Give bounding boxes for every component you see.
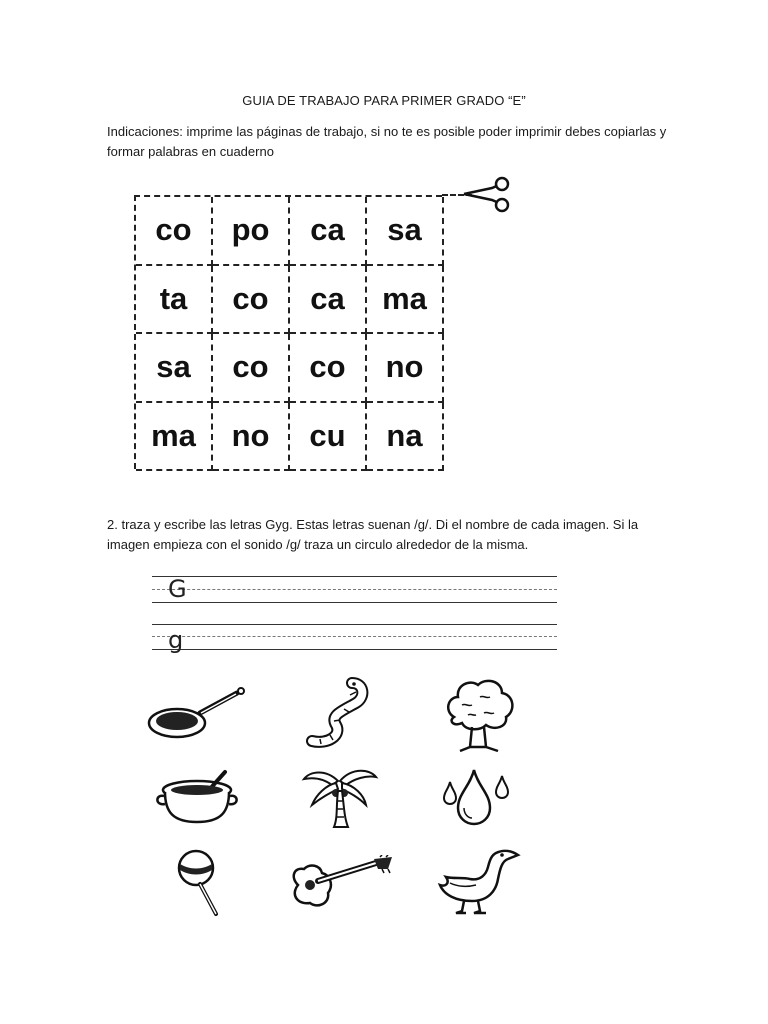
syllable-cell: sa: [136, 334, 213, 403]
syllable-cell: po: [213, 197, 290, 266]
goose-icon: [436, 845, 521, 917]
tracing-letter-lowercase: g: [168, 626, 184, 654]
frying-pan-icon: [145, 683, 250, 743]
guitar-icon: [288, 855, 396, 910]
syllable-cell: co: [136, 197, 213, 266]
syllable-cell: no: [213, 403, 290, 472]
scissors-icon: [462, 176, 512, 216]
syllable-cell: co: [213, 334, 290, 403]
syllable-cell: ta: [136, 266, 213, 335]
syllable-cell: na: [367, 403, 444, 472]
exercise-2-text: 2. traza y escribe las letras Gyg. Estas letras suenan /g/. Di el nombre de cada imagen. Si la imagen empieza con el sonido /g/ traza un circulo alrededor de la misma.: [107, 517, 639, 552]
syllable-cell: sa: [367, 197, 444, 266]
pot-icon: [155, 768, 240, 826]
tracing-line-uppercase: [152, 574, 557, 604]
page-title: GUIA DE TRABAJO PARA PRIMER GRADO “E”: [242, 93, 526, 108]
syllable-cell: co: [290, 334, 367, 403]
syllable-cell: ma: [136, 403, 213, 472]
worm-icon: [300, 675, 375, 753]
syllable-cell: ma: [367, 266, 444, 335]
tracing-line-lowercase: [152, 622, 557, 652]
tracing-letter-uppercase: G: [168, 575, 187, 603]
syllable-grid: [134, 195, 442, 469]
water-drops-icon: [440, 768, 515, 828]
syllable-cell: ca: [290, 266, 367, 335]
lollipop-icon: [172, 848, 227, 918]
palm-tree-icon: [300, 765, 380, 830]
syllable-cell: ca: [290, 197, 367, 266]
syllable-cell: co: [213, 266, 290, 335]
syllable-cell: no: [367, 334, 444, 403]
instructions-text: Indicaciones: imprime las páginas de trabajo, si no te es posible poder imprimir debes copiarlas y formar palabras en cuaderno: [107, 124, 667, 159]
tree-icon: [440, 675, 520, 755]
syllable-cell: cu: [290, 403, 367, 472]
